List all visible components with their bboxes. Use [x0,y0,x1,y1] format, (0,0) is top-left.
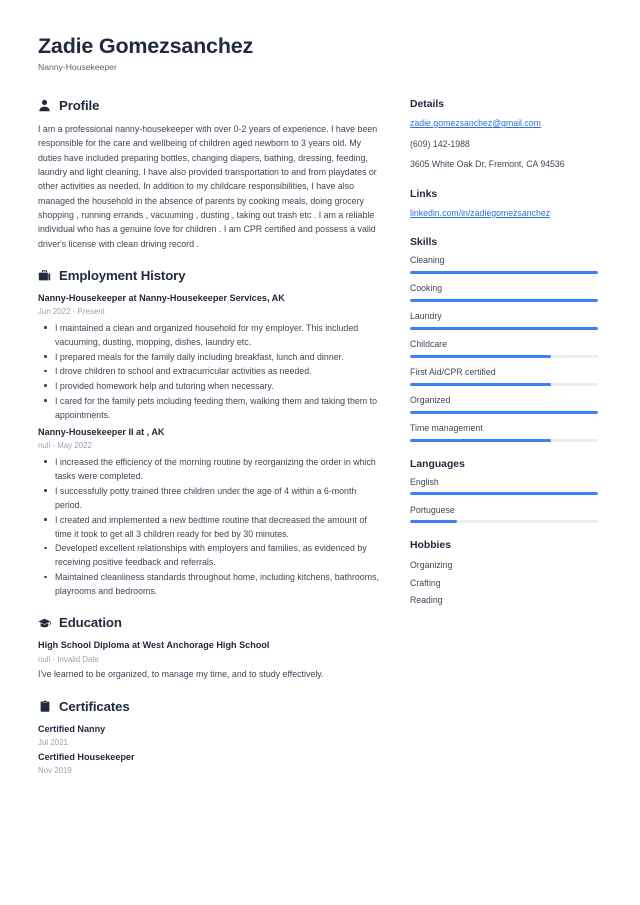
email-link[interactable]: zadie.gomezsanchez@gmail.com [410,118,541,129]
graduation-cap-icon [38,616,51,629]
employment-entry [38,426,382,598]
main-column [38,98,410,794]
certificate-entry-title: Certified Housekeeper [38,751,135,762]
sidebar-section-details [410,99,598,172]
certificate-entry-title: Certified Nanny [38,723,106,734]
section-certificates-header [38,699,382,714]
skill-item [410,367,598,385]
sidebar-section-skills [410,237,598,441]
skill-track [410,411,598,414]
skill-fill [410,299,598,302]
skill-track [410,327,598,330]
language-fill [410,520,457,523]
employment-entry-date: null - May 2022 [38,441,92,451]
candidate-name: Zadie Gomezsanchez [38,34,254,58]
education-entry-title: High School Diploma at West Anchorage High School [38,640,270,651]
skill-track [410,383,598,386]
sidebar-section-hobbies [410,540,598,608]
certificate-icon [38,700,51,713]
employment-entry-bullets [38,455,382,598]
skill-item [410,283,598,301]
skill-label: First Aid/CPR certified [410,367,496,378]
bullet-item: I successfully potty trained three children under the age of 4 within a 6-month period. [38,484,382,512]
section-certificates [38,699,382,777]
sidebar-details-title: Details [410,99,445,111]
section-certificates-title: Certificates [59,698,130,714]
skill-item [410,395,598,413]
employment-entry-title: Nanny-Housekeeper at Nanny-Housekeeper Services, AK [38,292,285,303]
language-item [410,477,598,495]
skill-item [410,311,598,329]
skill-fill [410,327,598,330]
section-employment [38,268,382,598]
phone-text: (609) 142-1988 [410,138,470,149]
hobby-item: Crafting [410,577,441,588]
certificate-entry-date: Jul 2021 [38,737,68,747]
bullet-item: I provided homework help and tutoring when necessary. [38,379,382,393]
profile-text: I am a professional nanny-housekeeper with over 0-2 years of experience. I have been responsible for the care and wellbeing of children aged newborn to 3 years old. My duties have included preparing bottles, changing diapers, bathing, dressing, feeding, laundry and light cleaning. I have also provided transportation to and from playdates or other activities as needed. In addition to my childcare responsibilities, I have also managed the household in the absence of parents by cooking meals, doing grocery shopping , running errands , vacuuming , dusting , taking out trash etc . I am a reliable individual who has a genuine love for children . I am CPR certified and possess a valid driver's license with clean driving record . [38,124,378,249]
section-profile [38,98,382,251]
sidebar-languages-title: Languages [410,458,465,470]
employment-entry-date: Jun 2022 - Present [38,307,105,317]
section-education-title: Education [59,615,122,631]
language-label: Portuguese [410,504,455,515]
hobby-item: Organizing [410,560,453,571]
bullet-item: I prepared meals for the family daily including breakfast, lunch and dinner. [38,350,382,364]
skill-item [410,339,598,357]
skill-label: Laundry [410,311,442,322]
education-entry-date: null - Invalid Date [38,654,99,664]
skill-item [410,423,598,441]
bullet-item: I maintained a clean and organized household for my employer. This included vacuuming, dusting, mopping, dishes, laundry etc. [38,321,382,349]
briefcase-icon [38,269,51,282]
education-entry [38,639,382,681]
certificate-entry-date: Nov 2019 [38,765,72,775]
section-education [38,615,382,681]
skill-label: Cleaning [410,255,445,266]
education-entry-description: I've learned to be organized, to manage my time, and to study effectively. [38,669,324,680]
certificate-entry [38,723,382,749]
sidebar-section-links [410,189,598,221]
section-profile-body [38,122,382,251]
hobby-item: Reading [410,595,443,606]
employment-entry-bullets [38,321,382,422]
section-certificates-body [38,723,382,777]
skill-fill [410,271,598,274]
address-text: 3605 White Oak Dr, Fremont, CA 94536 [410,159,565,170]
section-employment-header [38,268,382,283]
sidebar-skills-title: Skills [410,237,438,249]
skill-label: Organized [410,395,451,406]
skill-fill [410,411,598,414]
skill-track [410,439,598,442]
language-fill [410,492,598,495]
bullet-item: I increased the efficiency of the morning routine by reorganizing the order in which tasks were completed. [38,455,382,483]
language-item [410,505,598,523]
employment-entry [38,292,382,422]
skill-fill [410,383,551,386]
section-education-body [38,639,382,681]
section-profile-header [38,98,382,113]
skill-fill [410,355,551,358]
language-track [410,520,598,523]
skill-item [410,255,598,273]
sidebar-hobbies-title: Hobbies [410,540,451,552]
language-track [410,492,598,495]
skill-fill [410,439,551,442]
section-education-header [38,615,382,630]
skill-track [410,299,598,302]
skill-label: Time management [410,423,483,434]
section-employment-title: Employment History [59,267,186,283]
skill-track [410,355,598,358]
resume-header [38,34,608,72]
bullet-item: I cared for the family pets including feeding them, walking them and taking them to appointments. [38,394,382,422]
skill-track [410,271,598,274]
sidebar-column [410,98,598,624]
bullet-item: Developed excellent relationships with employers and families, as evidenced by receiving positive feedback and referrals. [38,541,382,569]
linkedin-link[interactable]: linkedin.com/in/zadiegomezsanchez [410,207,551,218]
language-label: English [410,476,439,487]
certificate-entry [38,751,382,777]
skill-label: Childcare [410,339,447,350]
user-icon [38,99,51,112]
employment-entry-title: Nanny-Housekeeper II at , AK [38,426,165,437]
bullet-item: I drove children to school and extracurricular activities as needed. [38,364,382,378]
skill-label: Cooking [410,283,443,294]
sidebar-section-languages [410,459,598,523]
resume-columns [38,98,608,794]
candidate-job-title: Nanny-Housekeeper [38,62,117,73]
section-profile-title: Profile [59,98,100,114]
bullet-item: I created and implemented a new bedtime routine that decreased the amount of time it took to get all 3 children ready for bed by 30 minutes. [38,513,382,541]
sidebar-links-title: Links [410,188,438,200]
section-employment-body [38,292,382,598]
bullet-item: Maintained cleanliness standards throughout home, including kitchens, bathrooms, playrooms and bedrooms. [38,570,382,598]
